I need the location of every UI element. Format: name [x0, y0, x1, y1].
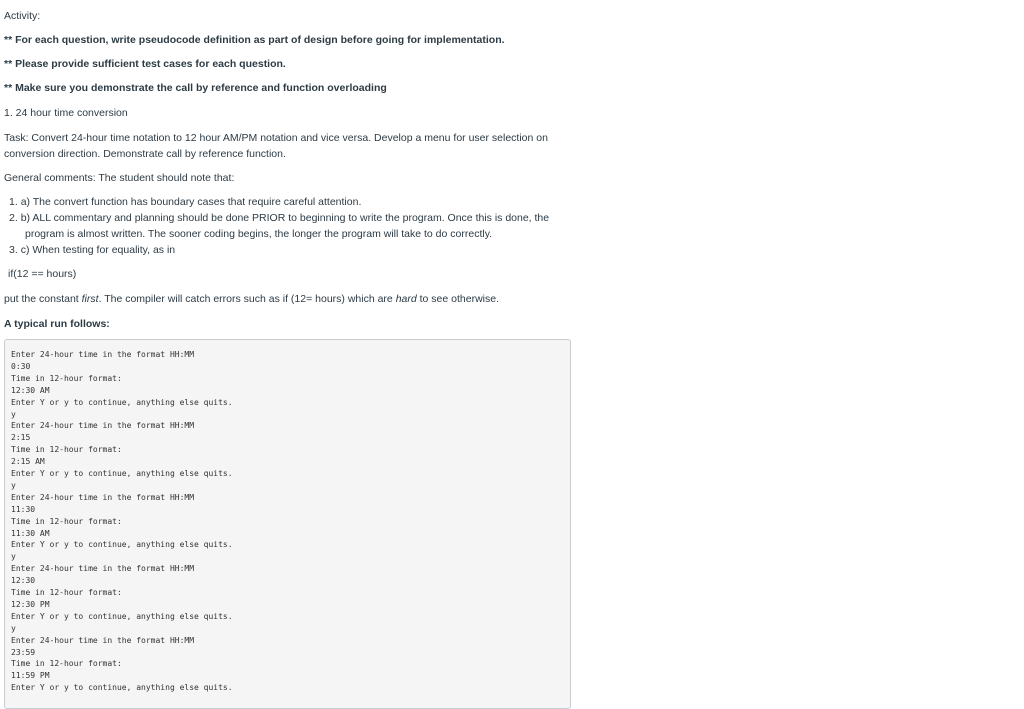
run-output-line: Enter 24-hour time in the format HH:MM [11, 564, 195, 574]
list-number: 1. [9, 196, 18, 208]
run-output-line: Time in 12-hour format: [11, 373, 122, 383]
general-comments: General comments: The student should note that: [4, 172, 235, 184]
run-output-line: y [11, 480, 16, 490]
typical-run-label: A typical run follows: [4, 318, 110, 330]
list-item-1 [9, 194, 564, 210]
list-item-2-continuation: program is almost written. The sooner coding begins, the longer the program will take to do correctly. [25, 228, 493, 240]
run-output-line: 12:30 AM [11, 385, 50, 395]
run-output-line: 12:30 [11, 576, 36, 586]
constant-note-emphasis: hard [395, 293, 417, 305]
run-output-line: Time in 12-hour format: [11, 516, 122, 526]
run-output-line: y [11, 552, 16, 562]
run-output-line: 0:30 [11, 361, 31, 371]
note-call-by-reference: ** Make sure you demonstrate the call by reference and function overloading [4, 82, 387, 94]
run-output-line: Enter Y or y to continue, anything else quits. [11, 469, 233, 478]
run-output-line: 11:30 AM [11, 528, 50, 538]
run-output-line: Enter 24-hour time in the format HH:MM [11, 635, 195, 645]
task-line-1: Task: Convert 24-hour time notation to 12 hour AM/PM notation and vice versa. Develop a menu for user selection on [4, 132, 548, 144]
note-pseudocode: ** For each question, write pseudocode definition as part of design before going for implementation. [4, 34, 505, 46]
list-item-3 [9, 242, 564, 258]
run-output-line: Enter Y or y to continue, anything else quits. [11, 397, 233, 407]
run-output-line: Enter Y or y to continue, anything else quits. [11, 611, 233, 621]
run-output-line: 23:59 [11, 647, 36, 657]
run-output-line: Enter 24-hour time in the format HH:MM [11, 421, 195, 431]
run-output-line: Time in 12-hour format: [11, 445, 122, 455]
run-output-line: Time in 12-hour format: [11, 659, 122, 669]
run-output-line: 12:30 PM [11, 599, 50, 609]
list-number: 2. [9, 212, 18, 224]
constant-note-part: to see otherwise. [416, 293, 500, 305]
list-item-2 [9, 210, 564, 226]
activity-heading: Activity: [4, 10, 41, 22]
run-output-line: 2:15 AM [11, 457, 45, 467]
constant-note [4, 292, 499, 306]
run-output-line: Enter Y or y to continue, anything else quits. [11, 540, 233, 550]
constant-note-part: put the constant [4, 293, 82, 305]
list-text: b) ALL commentary and planning should be done PRIOR to beginning to write the program. Once this is done, the [20, 212, 550, 224]
task-line-2: conversion direction. Demonstrate call by reference function. [4, 148, 286, 160]
run-output-line: y [11, 623, 16, 633]
run-output-box [4, 339, 571, 709]
note-test-cases: ** Please provide sufficient test cases for each question. [4, 58, 286, 70]
code-snippet: if(12 == hours) [8, 268, 77, 280]
constant-note-emphasis: first [81, 293, 99, 305]
run-output-line: y [11, 409, 16, 419]
run-output-line: Enter 24-hour time in the format HH:MM [11, 492, 195, 502]
run-output-line: Enter 24-hour time in the format HH:MM [11, 350, 195, 359]
run-output-line: Time in 12-hour format: [11, 588, 122, 597]
list-text: a) The convert function has boundary cases that require careful attention. [20, 196, 362, 208]
constant-note-part: . The compiler will catch errors such as if (12= hours) which are [98, 293, 396, 305]
section-title: 1. 24 hour time conversion [4, 107, 128, 119]
run-output-line: 11:59 PM [11, 671, 50, 681]
run-output-line: Enter Y or y to continue, anything else quits. [11, 683, 233, 693]
list-number: 3. [9, 244, 18, 256]
list-text: c) When testing for equality, as in [20, 244, 176, 256]
run-output-line: 11:30 [11, 504, 36, 514]
run-output-line: 2:15 [11, 433, 31, 443]
